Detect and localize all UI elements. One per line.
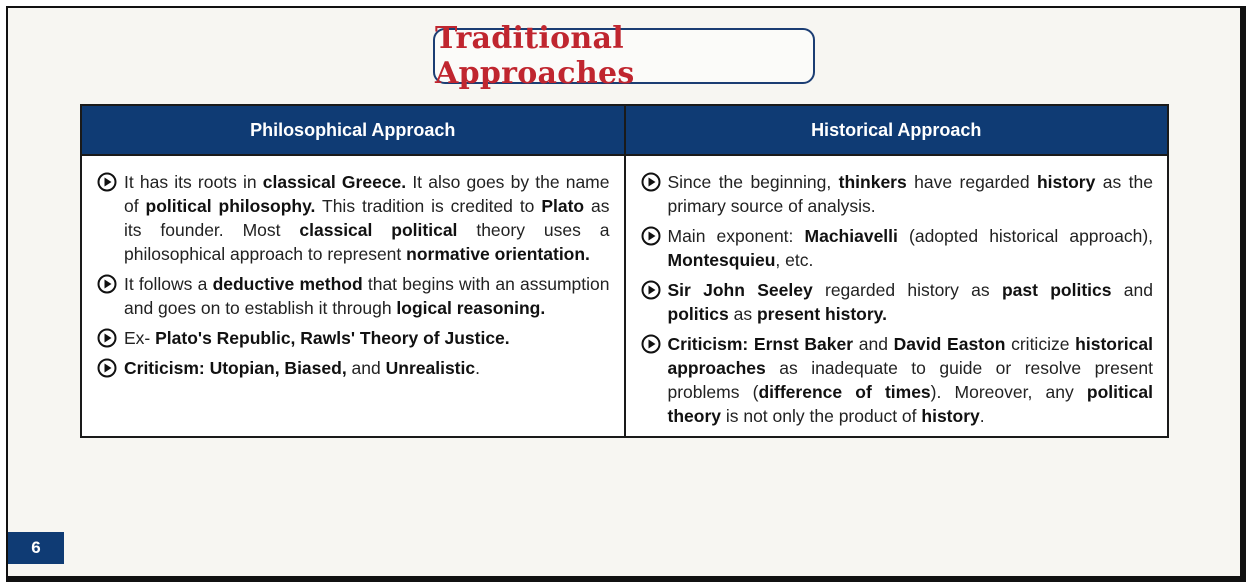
text-run: This tradition is credited to [315,196,542,216]
text-run: as its founder. Most [124,196,610,240]
text-run: criticize [1005,334,1076,354]
text-run: Since the beginning, [667,172,839,192]
bold-text: David Easton [893,334,1006,354]
bold-text: politics [667,304,729,324]
bold-text: Plato's Republic, Rawls' Theory of Justice. [155,328,510,348]
bullet-item [96,326,610,350]
text-run: , etc. [775,250,814,270]
bold-text: political philosophy. [145,196,316,216]
play-arrow-icon [640,171,662,193]
text-run: Main exponent: [667,226,805,246]
bold-text: history [921,406,980,426]
column-body [626,156,1168,434]
text-run: as inadequate to guide or resolve present problems ( [667,358,1153,402]
comparison-table [80,104,1169,438]
text-run: (adopted historical approach), [897,226,1154,246]
bold-text: Unrealistic [385,358,476,378]
bold-text: normative orientation. [406,244,590,264]
bold-text: Criticism: Ernst Baker [667,334,854,354]
page-title: Traditional Approaches [435,21,635,91]
bullet-item [640,332,1154,428]
bullet-item [96,356,610,380]
play-arrow-icon [96,273,118,295]
play-arrow-icon [640,333,662,355]
bold-text: Montesquieu [667,250,776,270]
bullet-text [124,356,480,380]
bold-text: past politics [1001,280,1112,300]
bullet-text [668,170,1154,218]
title-box [433,21,815,91]
text-run: theory uses a philosophical approach to represent [124,220,610,264]
bold-text: political theory [667,382,1153,426]
bold-text: classical Greece. [262,172,407,192]
bold-text: logical reasoning. [396,298,546,318]
text-run: regarded history as [812,280,1002,300]
play-arrow-icon [96,357,118,379]
text-run: is not only the product of [720,406,922,426]
bold-text: Plato [541,196,585,216]
bullet-text [124,326,510,350]
bullet-text [124,170,610,266]
bullet-item [640,170,1154,218]
column-header: Philosophical Approach [82,106,624,156]
column-body [82,156,624,386]
text-run: . [979,406,985,426]
text-run: and [346,358,386,378]
bold-text: history [1036,172,1096,192]
text-run: ). Moreover, any [930,382,1087,402]
play-arrow-icon [640,225,662,247]
text-run: It follows a [124,274,213,294]
play-arrow-icon [96,327,118,349]
bullet-item [96,272,610,320]
column-philosophical [82,106,626,436]
bullet-item [640,278,1154,326]
text-run: and [853,334,894,354]
bold-text: historical approaches [667,334,1153,378]
page-number: 6 [8,532,64,564]
page [6,6,1246,582]
bold-text: classical political [299,220,458,240]
bold-text: Machiavelli [804,226,898,246]
bold-text: thinkers [838,172,907,192]
play-arrow-icon [96,171,118,193]
bold-text: deductive method [212,274,363,294]
text-run: It also goes by the name of [124,172,610,216]
bold-text: Criticism: Utopian, Biased, [124,358,347,378]
bullet-item [96,170,610,266]
bold-text: Sir John Seeley [667,280,813,300]
column-historical [626,106,1168,436]
text-run: have regarded [906,172,1037,192]
column-header: Historical Approach [626,106,1168,156]
bullet-text [124,272,610,320]
text-run: that begins with an assumption and goes on to establish it through [124,274,610,318]
bold-text: difference of times [758,382,931,402]
bullet-text [668,278,1154,326]
play-arrow-icon [640,279,662,301]
bullet-text [668,224,1154,272]
bullet-text [668,332,1154,428]
text-run: as the primary source of analysis. [667,172,1153,216]
text-run: . [475,358,480,378]
bold-text: present history. [756,304,887,324]
text-run: Ex- [124,328,156,348]
text-run: It has its roots in [124,172,263,192]
text-run: and [1111,280,1154,300]
bullet-item [640,224,1154,272]
text-run: as [728,304,757,324]
